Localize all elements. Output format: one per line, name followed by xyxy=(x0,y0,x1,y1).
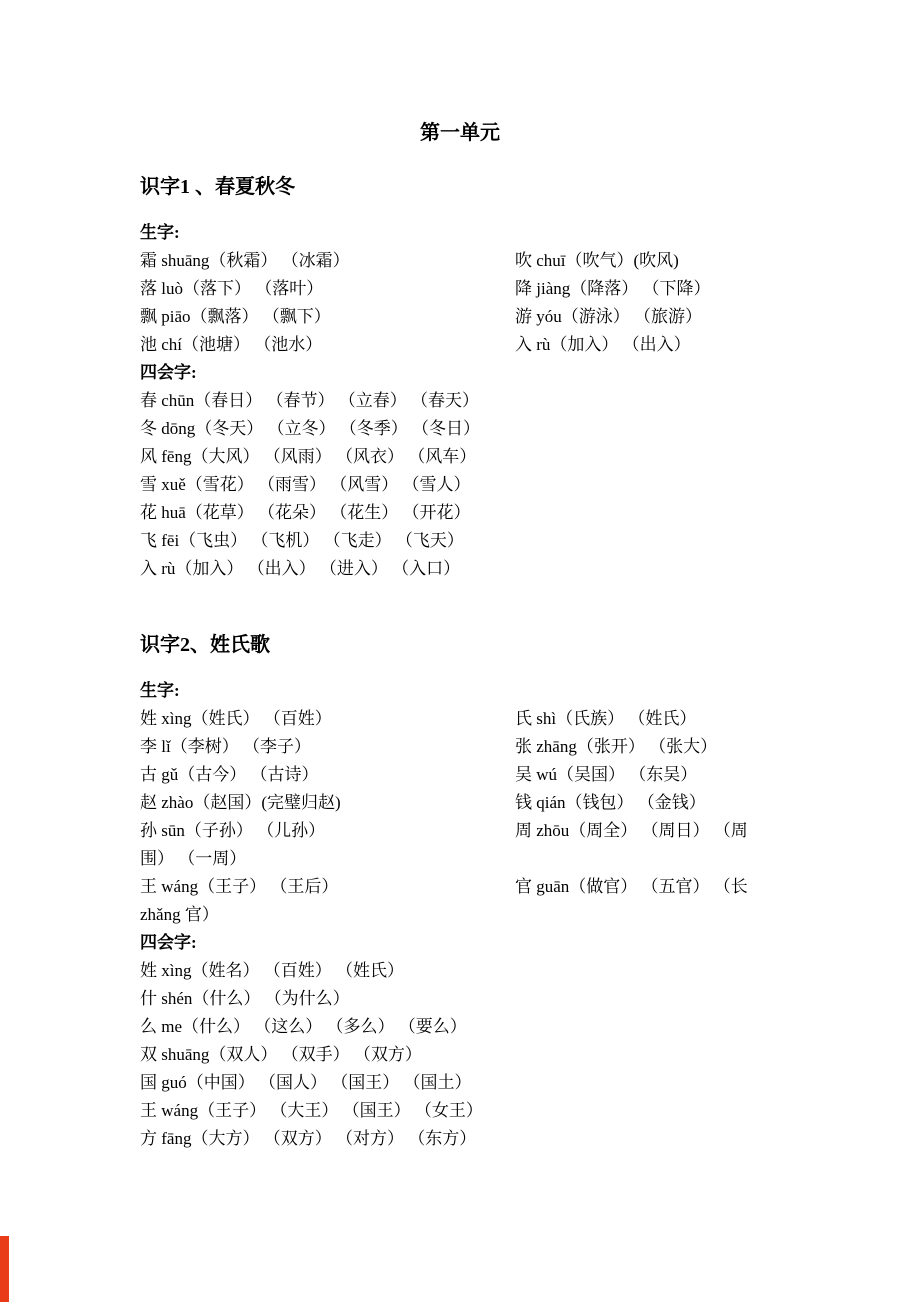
vocab-entry-left: 围） （一周） xyxy=(140,849,247,868)
sihuizi-label: 四会字: xyxy=(140,363,197,382)
vocab-entry-right: 氏 shì（氏族） （姓氏） xyxy=(515,709,697,728)
section-divider-space xyxy=(140,583,800,603)
vocab-entry-right: 官 guān（做官） （五官） （长 xyxy=(515,877,748,896)
vocab-row xyxy=(140,303,800,331)
vocab-entry-right: 吹 chuī（吹气）(吹风) xyxy=(515,251,679,270)
vocab-row xyxy=(140,873,800,901)
red-edge-marker xyxy=(0,1236,9,1302)
shengzi-label: 生字: xyxy=(140,681,180,700)
vocab-entry-left: 古 gǔ（古今） （古诗） xyxy=(140,765,319,784)
vocab-row xyxy=(140,705,800,733)
vocab-line: 么 me（什么） （这么） （多么） （要么） xyxy=(140,1017,467,1036)
vocab-entry-left: 霜 shuāng（秋霜） （冰霜） xyxy=(140,251,350,270)
vocab-entry-right: 游 yóu（游泳） （旅游） xyxy=(515,307,702,326)
vocab-line: 什 shén（什么） （为什么） xyxy=(140,989,350,1008)
vocab-line: 入 rù（加入） （出入） （进入） （入口） xyxy=(140,559,461,578)
vocab-line: 花 huā（花草） （花朵） （花生） （开花） xyxy=(140,503,471,522)
vocab-line: 飞 fēi（飞虫） （飞机） （飞走） （飞天） xyxy=(140,531,464,550)
vocab-line: 姓 xìng（姓名） （百姓） （姓氏） xyxy=(140,961,404,980)
vocab-entry-right xyxy=(515,901,800,929)
vocab-row xyxy=(140,247,800,275)
shengzi-label: 生字: xyxy=(140,223,180,242)
vocab-row xyxy=(140,817,800,845)
vocab-row xyxy=(140,845,800,873)
vocab-line: 方 fāng（大方） （双方） （对方） （东方） xyxy=(140,1129,477,1148)
vocab-line: 春 chūn（春日） （春节） （立春） （春天） xyxy=(140,391,480,410)
vocab-row xyxy=(140,761,800,789)
vocab-entry-left: 孙 sūn（子孙） （儿孙） xyxy=(140,821,326,840)
vocab-entry-left: 飘 piāo（飘落） （飘下） xyxy=(140,307,331,326)
section-shizi-1 xyxy=(140,175,800,583)
vocab-entry-right: 周 zhōu（周全） （周日） （周 xyxy=(515,821,748,840)
section-shizi-2 xyxy=(140,633,800,1153)
vocab-line: 双 shuāng（双人） （双手） （双方） xyxy=(140,1045,422,1064)
vocab-entry-left: zhǎng 官） xyxy=(140,905,219,924)
page-title: 第一单元 xyxy=(420,122,500,144)
vocab-entry-right: 钱 qián（钱包） （金钱） xyxy=(515,793,706,812)
vocab-entry-left: 李 lǐ（李树） （李子） xyxy=(140,737,311,756)
section-1-heading: 识字1 、春夏秋冬 xyxy=(140,176,295,198)
vocab-entry-right: 张 zhāng（张开） （张大） xyxy=(515,737,718,756)
vocab-entry-left: 落 luò（落下） （落叶） xyxy=(140,279,324,298)
vocab-entry-left: 王 wáng（王子） （王后） xyxy=(140,877,339,896)
vocab-entry-right: 入 rù（加入） （出入） xyxy=(515,335,691,354)
section-2-heading: 识字2、姓氏歌 xyxy=(140,634,270,656)
vocab-row xyxy=(140,789,800,817)
vocab-entry-left: 姓 xìng（姓氏） （百姓） xyxy=(140,709,332,728)
vocab-entry-right: 降 jiàng（降落） （下降） xyxy=(515,279,711,298)
vocab-line: 冬 dōng（冬天） （立冬） （冬季） （冬日） xyxy=(140,419,480,438)
vocab-line: 国 guó（中国） （国人） （国王） （国土） xyxy=(140,1073,472,1092)
vocab-row xyxy=(140,331,800,359)
vocab-row xyxy=(140,901,800,929)
vocab-row xyxy=(140,733,800,761)
vocab-entry-left: 赵 zhào（赵国）(完璧归赵) xyxy=(140,793,341,812)
vocab-entry-left: 池 chí（池塘） （池水） xyxy=(140,335,323,354)
vocab-line: 雪 xuě（雪花） （雨雪） （风雪） （雪人） xyxy=(140,475,471,494)
vocab-row xyxy=(140,275,800,303)
sihuizi-label: 四会字: xyxy=(140,933,197,952)
vocab-line: 王 wáng（王子） （大王） （国王） （女王） xyxy=(140,1101,483,1120)
vocab-line: 风 fēng（大风） （风雨） （风衣） （风车） xyxy=(140,447,477,466)
vocab-entry-right: 吴 wú（吴国） （东吴） xyxy=(515,765,698,784)
vocab-entry-right xyxy=(515,845,800,873)
